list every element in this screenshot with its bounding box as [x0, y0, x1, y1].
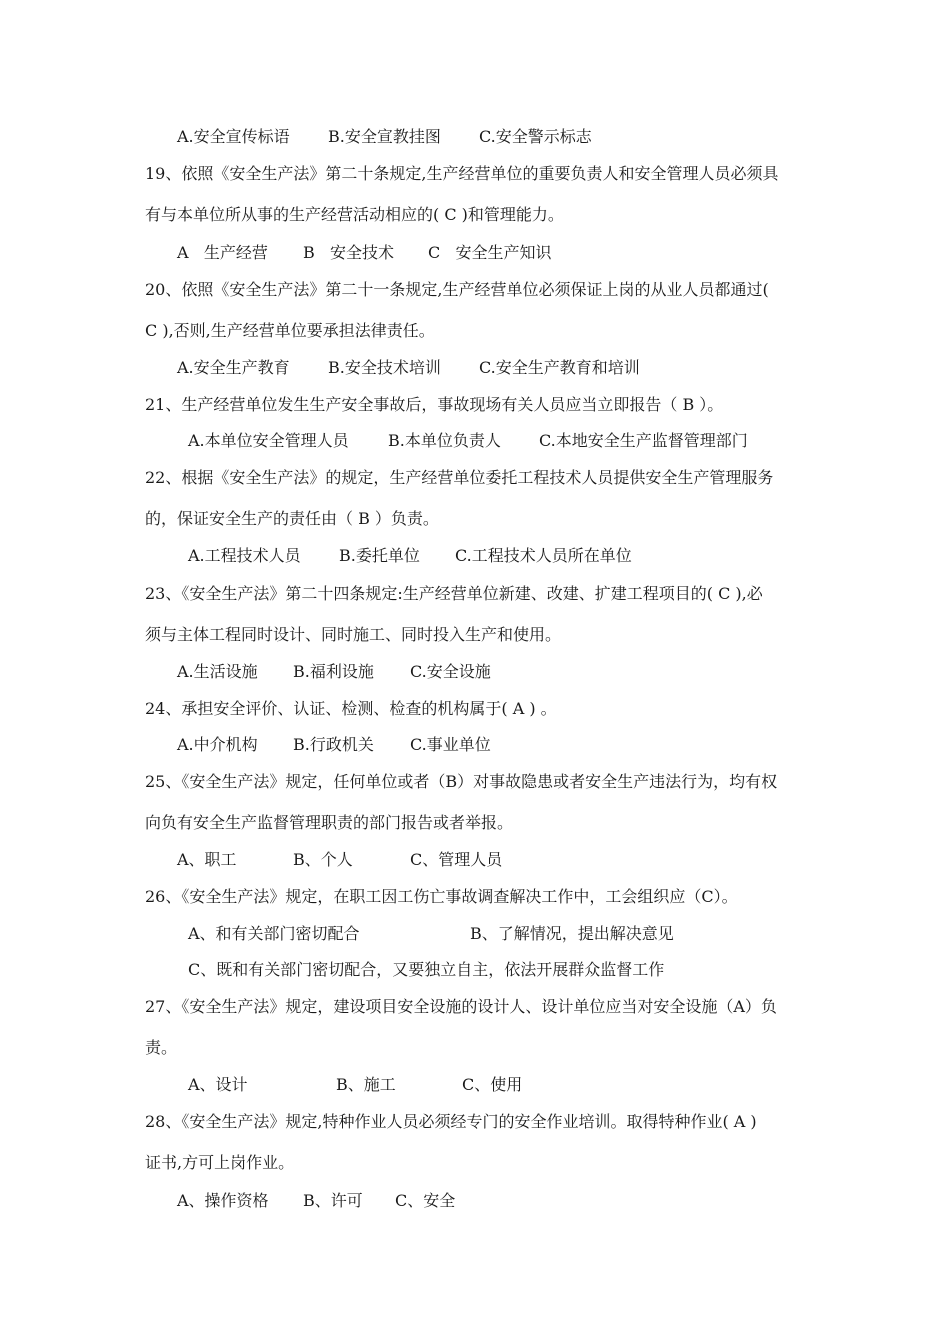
q22-question-line2: 的，保证安全生产的责任由（ B ）负责。	[145, 509, 439, 528]
q25-option-c: C、管理人员	[410, 850, 503, 869]
q21-option-c: C.本地安全生产监督管理部门	[539, 431, 748, 450]
q26-option-b: B、了解情况，提出解决意见	[470, 924, 674, 943]
q27-question-line2: 责。	[145, 1038, 178, 1057]
q23-option-b: B.福利设施	[293, 662, 374, 681]
q20-question-line2: C ),否则,生产经营单位要承担法律责任。	[145, 321, 435, 340]
q25-option-a: A、职工	[177, 850, 237, 869]
q20-option-c: C.安全生产教育和培训	[479, 358, 640, 377]
q19-option-a: A 生产经营	[177, 243, 268, 262]
q28-question-line2: 证书,方可上岗作业。	[145, 1153, 295, 1172]
q28-option-b: B、许可	[303, 1191, 363, 1210]
q21-option-a: A.本单位安全管理人员	[188, 431, 349, 450]
q19-question-line1: 19、依照《安全生产法》第二十条规定,生产经营单位的重要负责人和安全管理人员必须具	[145, 164, 779, 183]
q28-option-c: C、安全	[395, 1191, 456, 1210]
q23-option-c: C.安全设施	[410, 662, 491, 681]
q26-option-a: A、和有关部门密切配合	[188, 924, 360, 943]
q20-option-b: B.安全技术培训	[328, 358, 441, 377]
q28-option-a: A、操作资格	[177, 1191, 269, 1210]
q27-option-b: B、施工	[336, 1075, 396, 1094]
q19-option-b: B 安全技术	[303, 243, 395, 262]
q18-option-c: C.安全警示标志	[479, 127, 592, 146]
q24-option-a: A.中介机构	[177, 735, 258, 754]
q26-question-line1: 26、《安全生产法》规定，在职工因工伤亡事故调查解决工作中，工会组织应（C）。	[145, 887, 738, 906]
q19-question-line2: 有与本单位所从事的生产经营活动相应的( C )和管理能力。	[145, 205, 564, 224]
q22-question-line1: 22、根据《安全生产法》的规定，生产经营单位委托工程技术人员提供安全生产管理服务	[145, 468, 774, 487]
q20-question-line1: 20、依照《安全生产法》第二十一条规定,生产经营单位必须保证上岗的从业人员都通过(	[145, 280, 769, 299]
q21-option-b: B.本单位负责人	[388, 431, 501, 450]
q27-option-a: A、设计	[188, 1075, 248, 1094]
q26-option-c: C、既和有关部门密切配合，又要独立自主，依法开展群众监督工作	[188, 960, 665, 979]
q21-question-line1: 21、生产经营单位发生生产安全事故后，事故现场有关人员应当立即报告（ B ）。	[145, 395, 724, 414]
q22-option-a: A.工程技术人员	[188, 546, 301, 565]
q28-question-line1: 28、《安全生产法》规定,特种作业人员必须经专门的安全作业培训。取得特种作业( A )	[145, 1112, 757, 1131]
q24-option-c: C.事业单位	[410, 735, 491, 754]
q23-question-line2: 须与主体工程同时设计、同时施工、同时投入生产和使用。	[145, 625, 562, 644]
q27-question-line1: 27、《安全生产法》规定，建设项目安全设施的设计人、设计单位应当对安全设施（A）负	[145, 997, 777, 1016]
q23-option-a: A.生活设施	[177, 662, 258, 681]
q27-option-c: C、使用	[462, 1075, 523, 1094]
q18-option-a: A.安全宣传标语	[177, 127, 290, 146]
q20-option-a: A.安全生产教育	[177, 358, 290, 377]
q22-option-c: C.工程技术人员所在单位	[455, 546, 632, 565]
q25-option-b: B、个人	[293, 850, 353, 869]
q19-option-c: C 安全生产知识	[428, 243, 552, 262]
q25-question-line1: 25、《安全生产法》规定，任何单位或者（B）对事故隐患或者安全生产违法行为，均有权	[145, 772, 778, 791]
q18-option-b: B.安全宣教挂图	[328, 127, 441, 146]
q24-option-b: B.行政机关	[293, 735, 374, 754]
q25-question-line2: 向负有安全生产监督管理职责的部门报告或者举报。	[145, 813, 514, 832]
q23-question-line1: 23、《安全生产法》第二十四条规定:生产经营单位新建、改建、扩建工程项目的( C ),必	[145, 584, 763, 603]
q24-question-line1: 24、承担安全评价、认证、检测、检查的机构属于( A ) 。	[145, 699, 557, 718]
q22-option-b: B.委托单位	[339, 546, 420, 565]
